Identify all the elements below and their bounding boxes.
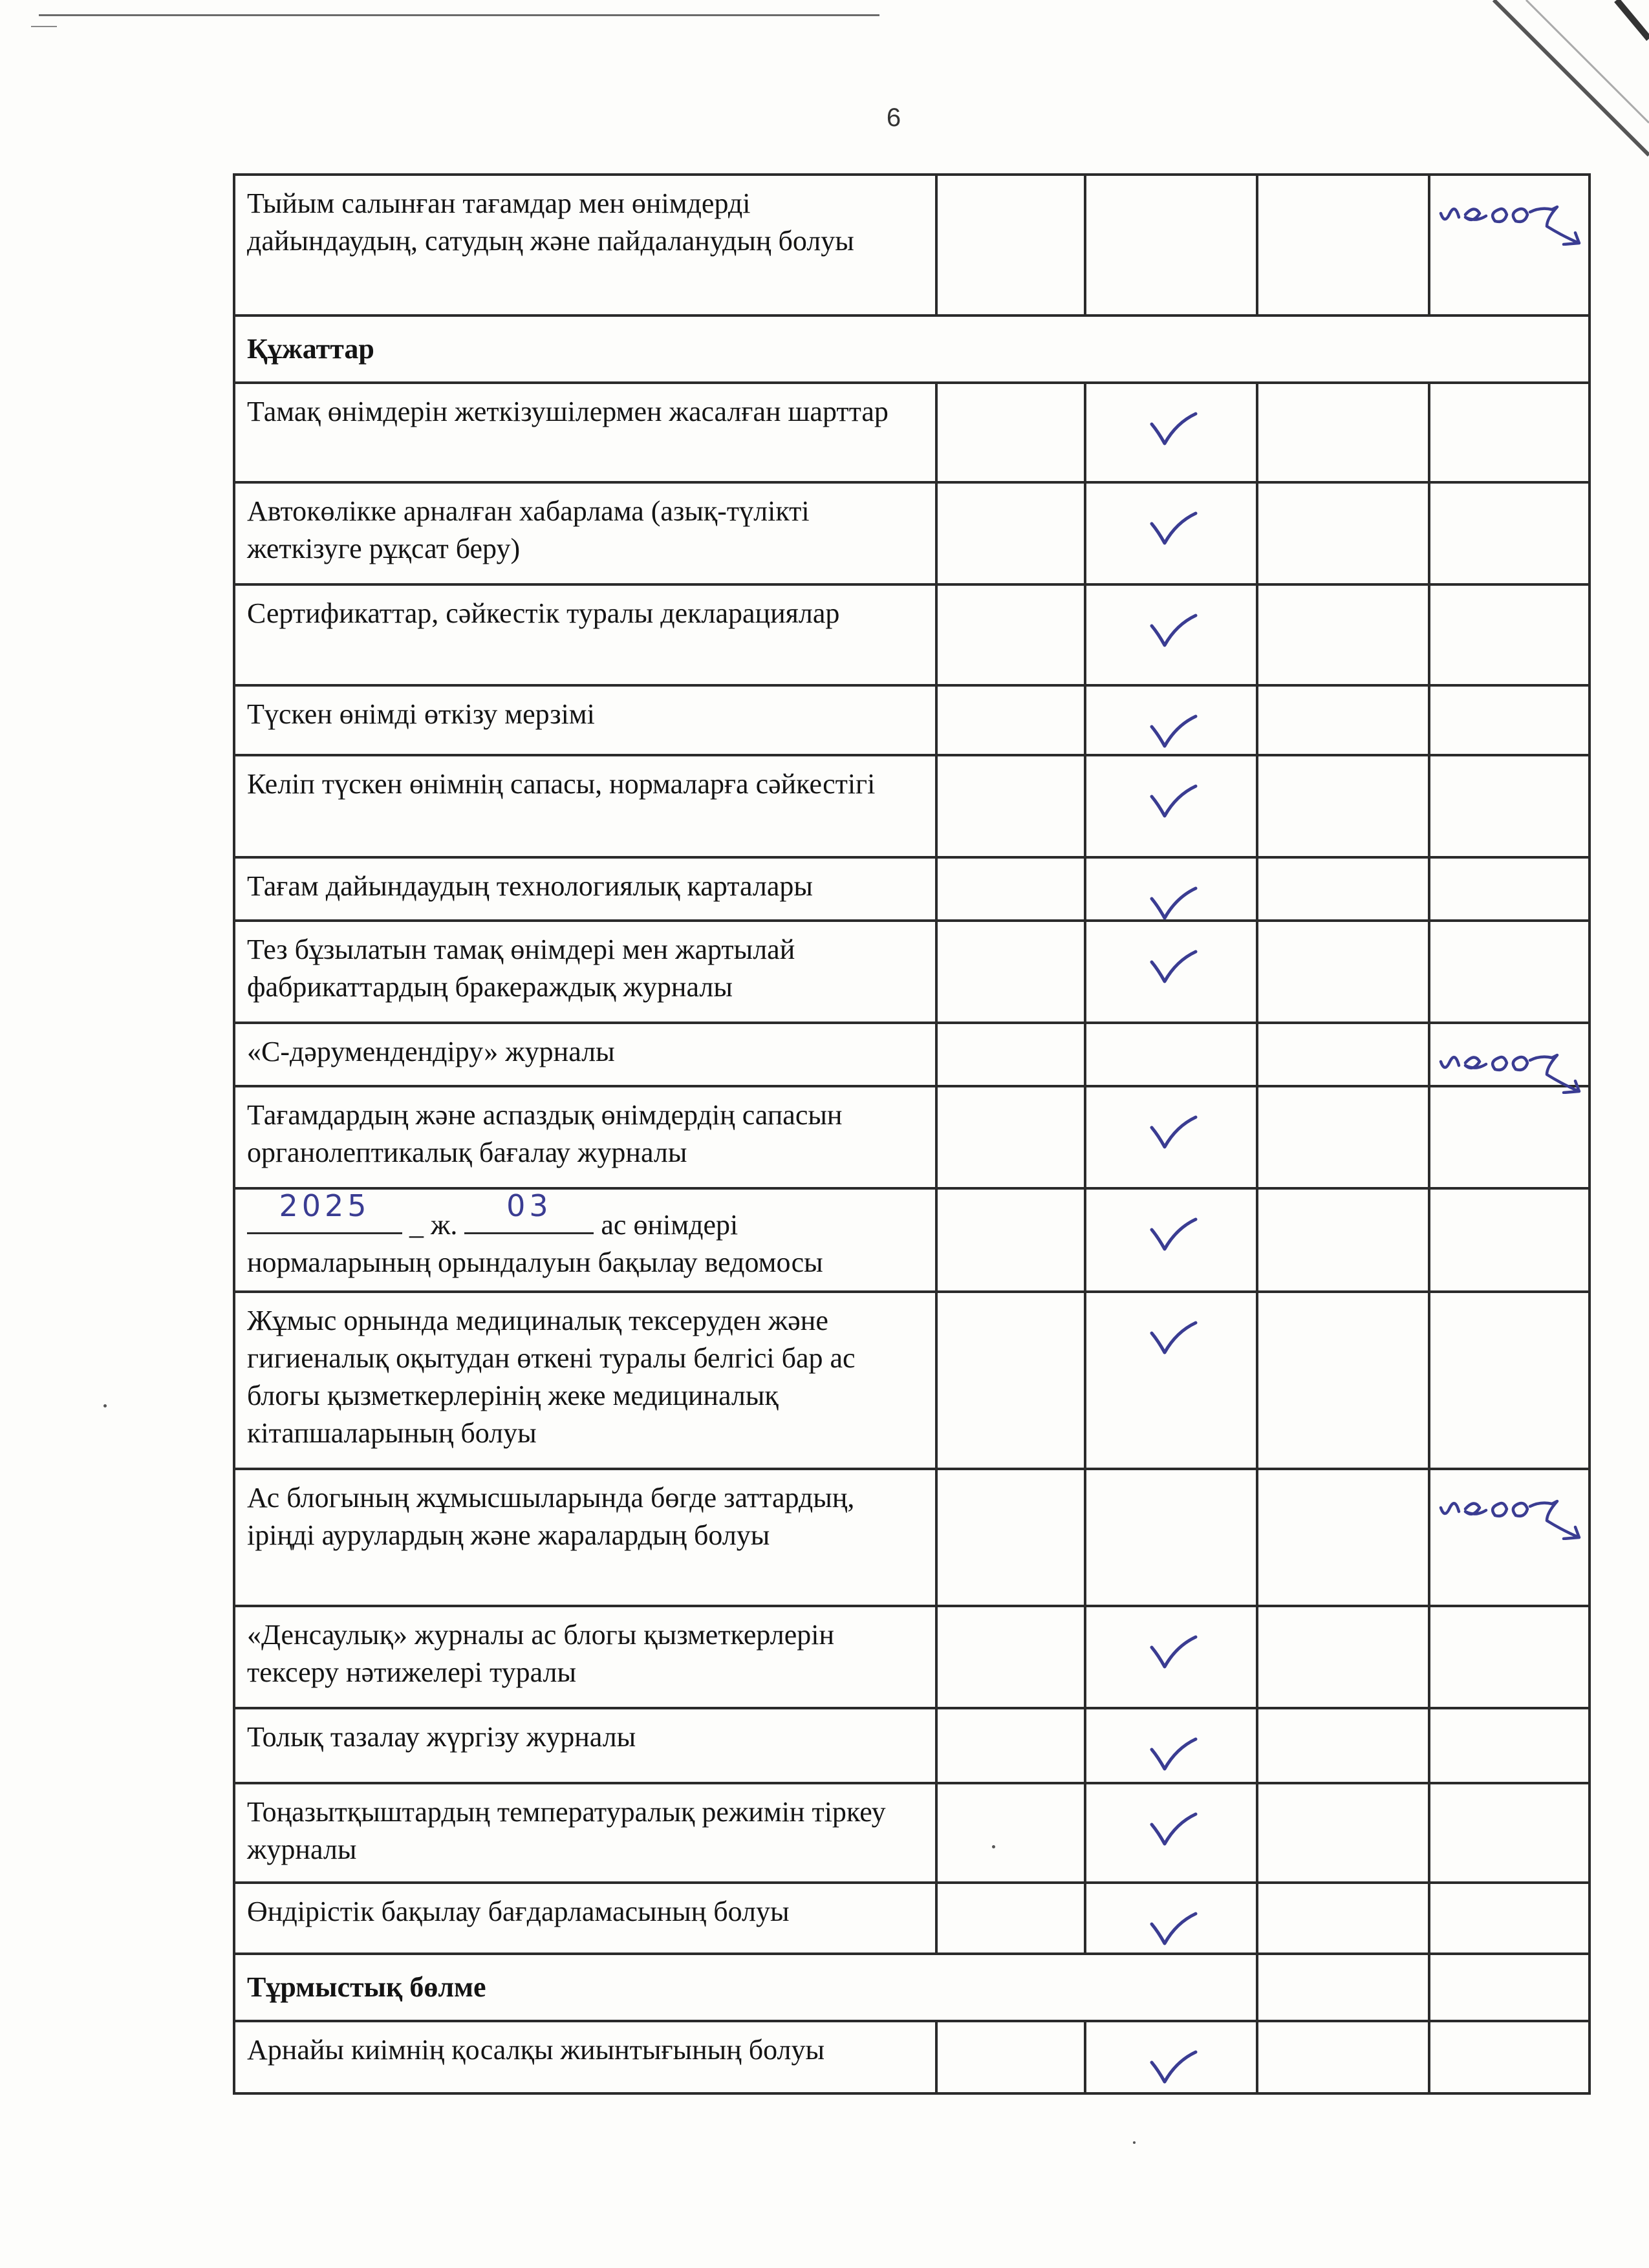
page-number: 6 (886, 103, 901, 132)
mark-cell (1429, 1086, 1590, 1188)
checklist-row (234, 1606, 1590, 1708)
mark-cell (1085, 1086, 1257, 1188)
handwritten-absent-mark-icon (1437, 1482, 1586, 1540)
scan-speck (1133, 2141, 1136, 2144)
mark-cell (1429, 1783, 1590, 1883)
mark-cell (1257, 1188, 1429, 1292)
mark-cell (1257, 755, 1429, 857)
checklist-row (234, 482, 1590, 584)
checklist-row (234, 921, 1590, 1023)
scan-speck (103, 1404, 107, 1407)
requirement-text: «С-дәрумендендіру» журналы (234, 1023, 936, 1086)
mark-cell (1085, 482, 1257, 584)
mark-cell (1257, 857, 1429, 921)
requirement-text: Тағам дайындаудың технологиялық карталары (234, 857, 936, 921)
checklist-row (234, 1469, 1590, 1606)
checklist-row (234, 1188, 1590, 1292)
mark-cell (936, 2021, 1085, 2093)
mark-cell (1429, 1188, 1590, 1292)
requirement-text: Өндірістік бақылау бағдарламасының болуы (234, 1883, 936, 1954)
form-text: ас өнімдері (601, 1209, 738, 1241)
mark-cell (936, 584, 1085, 685)
mark-cell (936, 1188, 1085, 1292)
mark-cell (1429, 175, 1590, 316)
mark-cell (1429, 1606, 1590, 1708)
mark-cell (1429, 755, 1590, 857)
mark-cell (1257, 685, 1429, 755)
form-text-line2: нормаларының орындалуын бақылау ведомосы (247, 1246, 823, 1278)
mark-cell (936, 175, 1085, 316)
mark-cell (1085, 383, 1257, 482)
mark-cell (1257, 1023, 1429, 1086)
mark-cell (1257, 921, 1429, 1023)
mark-cell (1085, 1783, 1257, 1883)
mark-cell (1257, 1954, 1429, 2021)
mark-cell (1085, 1469, 1257, 1606)
mark-cell (1257, 2021, 1429, 2093)
mark-cell (936, 857, 1085, 921)
mark-cell (1429, 921, 1590, 1023)
checkmark-icon (1148, 1215, 1200, 1254)
mark-cell (936, 1292, 1085, 1469)
mark-cell (1257, 1086, 1429, 1188)
scan-edge-line (39, 14, 879, 16)
mark-cell (936, 1086, 1085, 1188)
checklist-row (234, 175, 1590, 316)
handwritten-absent-mark-icon (1437, 187, 1586, 246)
checklist-row (234, 1883, 1590, 1954)
mark-cell (1085, 857, 1257, 921)
folded-corner-icon (1455, 0, 1649, 194)
requirement-text: Тез бұзылатын тамақ өнімдері мен жартылай фабрикаттардың бракераждық журналы (234, 921, 936, 1023)
requirement-text: «Денсаулық» журналы ас блогы қызметкерлерін тексеру нәтижелері туралы (234, 1606, 936, 1708)
checkmark-icon (1148, 712, 1200, 751)
mark-cell (1085, 1606, 1257, 1708)
checklist-row (234, 857, 1590, 921)
checklist-row (234, 2021, 1590, 2093)
mark-cell (1085, 175, 1257, 316)
mark-cell (936, 1783, 1085, 1883)
handwritten-absent-mark-icon (1437, 1036, 1586, 1094)
mark-cell (1429, 482, 1590, 584)
mark-cell (936, 1023, 1085, 1086)
checkmark-icon (1148, 782, 1200, 821)
checklist-row (234, 383, 1590, 482)
scan-speck (992, 1845, 995, 1848)
mark-cell (1257, 1708, 1429, 1783)
checkmark-icon (1148, 509, 1200, 548)
mark-cell (936, 383, 1085, 482)
requirement-text (234, 1188, 936, 1292)
inspection-checklist-table (233, 173, 1591, 2095)
year-field (247, 1188, 402, 1234)
requirement-text: Тыйым салынған тағамдар мен өнімдерді дайындаудың, сатудың және пайдаланудың болуы (234, 175, 936, 316)
requirement-text: Тоңазытқыштардың температуралық режимін тіркеу журналы (234, 1783, 936, 1883)
requirement-text: Жұмыс орнында медициналық тексеруден және гигиеналық оқытудан өткені туралы белгісі бар ас блогы қызметкерлерінің жеке медициналық кітапшаларының болуы (234, 1292, 936, 1469)
checkmark-icon (1148, 1910, 1200, 1949)
checkmark-icon (1148, 1633, 1200, 1672)
mark-cell (1429, 1883, 1590, 1954)
mark-cell (936, 482, 1085, 584)
mark-cell (1257, 383, 1429, 482)
mark-cell (1257, 1469, 1429, 1606)
mark-cell (1085, 2021, 1257, 2093)
month-field (464, 1188, 594, 1234)
checklist-row (234, 1086, 1590, 1188)
mark-cell (1085, 1292, 1257, 1469)
checkmark-icon (1148, 2048, 1200, 2087)
checkmark-icon (1148, 612, 1200, 650)
mark-cell (936, 921, 1085, 1023)
year-suffix: _ ж. (402, 1209, 465, 1241)
mark-cell (1429, 1023, 1590, 1086)
scan-edge-mark (31, 26, 57, 27)
checkmark-icon (1148, 410, 1200, 449)
mark-cell (1085, 1188, 1257, 1292)
mark-cell (1085, 1883, 1257, 1954)
section-title: Тұрмыстық бөлме (234, 1954, 1257, 2021)
checklist-row (234, 1292, 1590, 1469)
mark-cell (1085, 755, 1257, 857)
mark-cell (1257, 1783, 1429, 1883)
mark-cell (936, 1469, 1085, 1606)
mark-cell (936, 685, 1085, 755)
mark-cell (1085, 685, 1257, 755)
section-row (234, 316, 1590, 383)
checkmark-icon (1148, 1810, 1200, 1849)
checkmark-icon (1148, 1113, 1200, 1152)
checkmark-icon (1148, 948, 1200, 987)
requirement-text: Тағамдардың және аспаздық өнімдердің сапасын органолептикалық бағалау журналы (234, 1086, 936, 1188)
mark-cell (1257, 584, 1429, 685)
mark-cell (1429, 857, 1590, 921)
requirement-text: Сертификаттар, сәйкестік туралы декларациялар (234, 584, 936, 685)
mark-cell (1257, 175, 1429, 316)
month-value: 03 (506, 1188, 552, 1223)
checkmark-icon (1148, 884, 1200, 923)
mark-cell (936, 1708, 1085, 1783)
mark-cell (1257, 1292, 1429, 1469)
checkmark-icon (1148, 1735, 1200, 1774)
requirement-text: Түскен өнімді өткізу мерзімі (234, 685, 936, 755)
checklist-row (234, 755, 1590, 857)
requirement-text: Тамақ өнімдерін жеткізушілермен жасалған шарттар (234, 383, 936, 482)
mark-cell (1429, 1292, 1590, 1469)
checklist-row (234, 1023, 1590, 1086)
mark-cell (1429, 1708, 1590, 1783)
mark-cell (1085, 1023, 1257, 1086)
requirement-text: Келіп түскен өнімнің сапасы, нормаларға сәйкестігі (234, 755, 936, 857)
mark-cell (936, 1883, 1085, 1954)
checklist-row (234, 685, 1590, 755)
mark-cell (1257, 1606, 1429, 1708)
mark-cell (1257, 1883, 1429, 1954)
checkmark-icon (1148, 1319, 1200, 1358)
mark-cell (936, 755, 1085, 857)
mark-cell (1429, 2021, 1590, 2093)
section-row (234, 1954, 1590, 2021)
mark-cell (936, 1606, 1085, 1708)
mark-cell (1085, 1708, 1257, 1783)
mark-cell (1085, 584, 1257, 685)
requirement-text: Ас блогының жұмысшыларында бөгде заттардың, іріңді аурулардың және жаралардың болуы (234, 1469, 936, 1606)
mark-cell (1085, 921, 1257, 1023)
mark-cell (1429, 383, 1590, 482)
mark-cell (1429, 584, 1590, 685)
requirement-text: Автокөлікке арналған хабарлама (азық-түлікті жеткізуге рұқсат беру) (234, 482, 936, 584)
requirement-text: Арнайы киімнің қосалқы жиынтығының болуы (234, 2021, 936, 2093)
checklist-row (234, 1783, 1590, 1883)
checklist-row (234, 1708, 1590, 1783)
mark-cell (1429, 1469, 1590, 1606)
mark-cell (1429, 685, 1590, 755)
section-title: Құжаттар (234, 316, 1590, 383)
year-value: 2025 (279, 1188, 371, 1223)
mark-cell (1429, 1954, 1590, 2021)
checklist-row (234, 584, 1590, 685)
requirement-text: Толық тазалау жүргізу журналы (234, 1708, 936, 1783)
mark-cell (1257, 482, 1429, 584)
